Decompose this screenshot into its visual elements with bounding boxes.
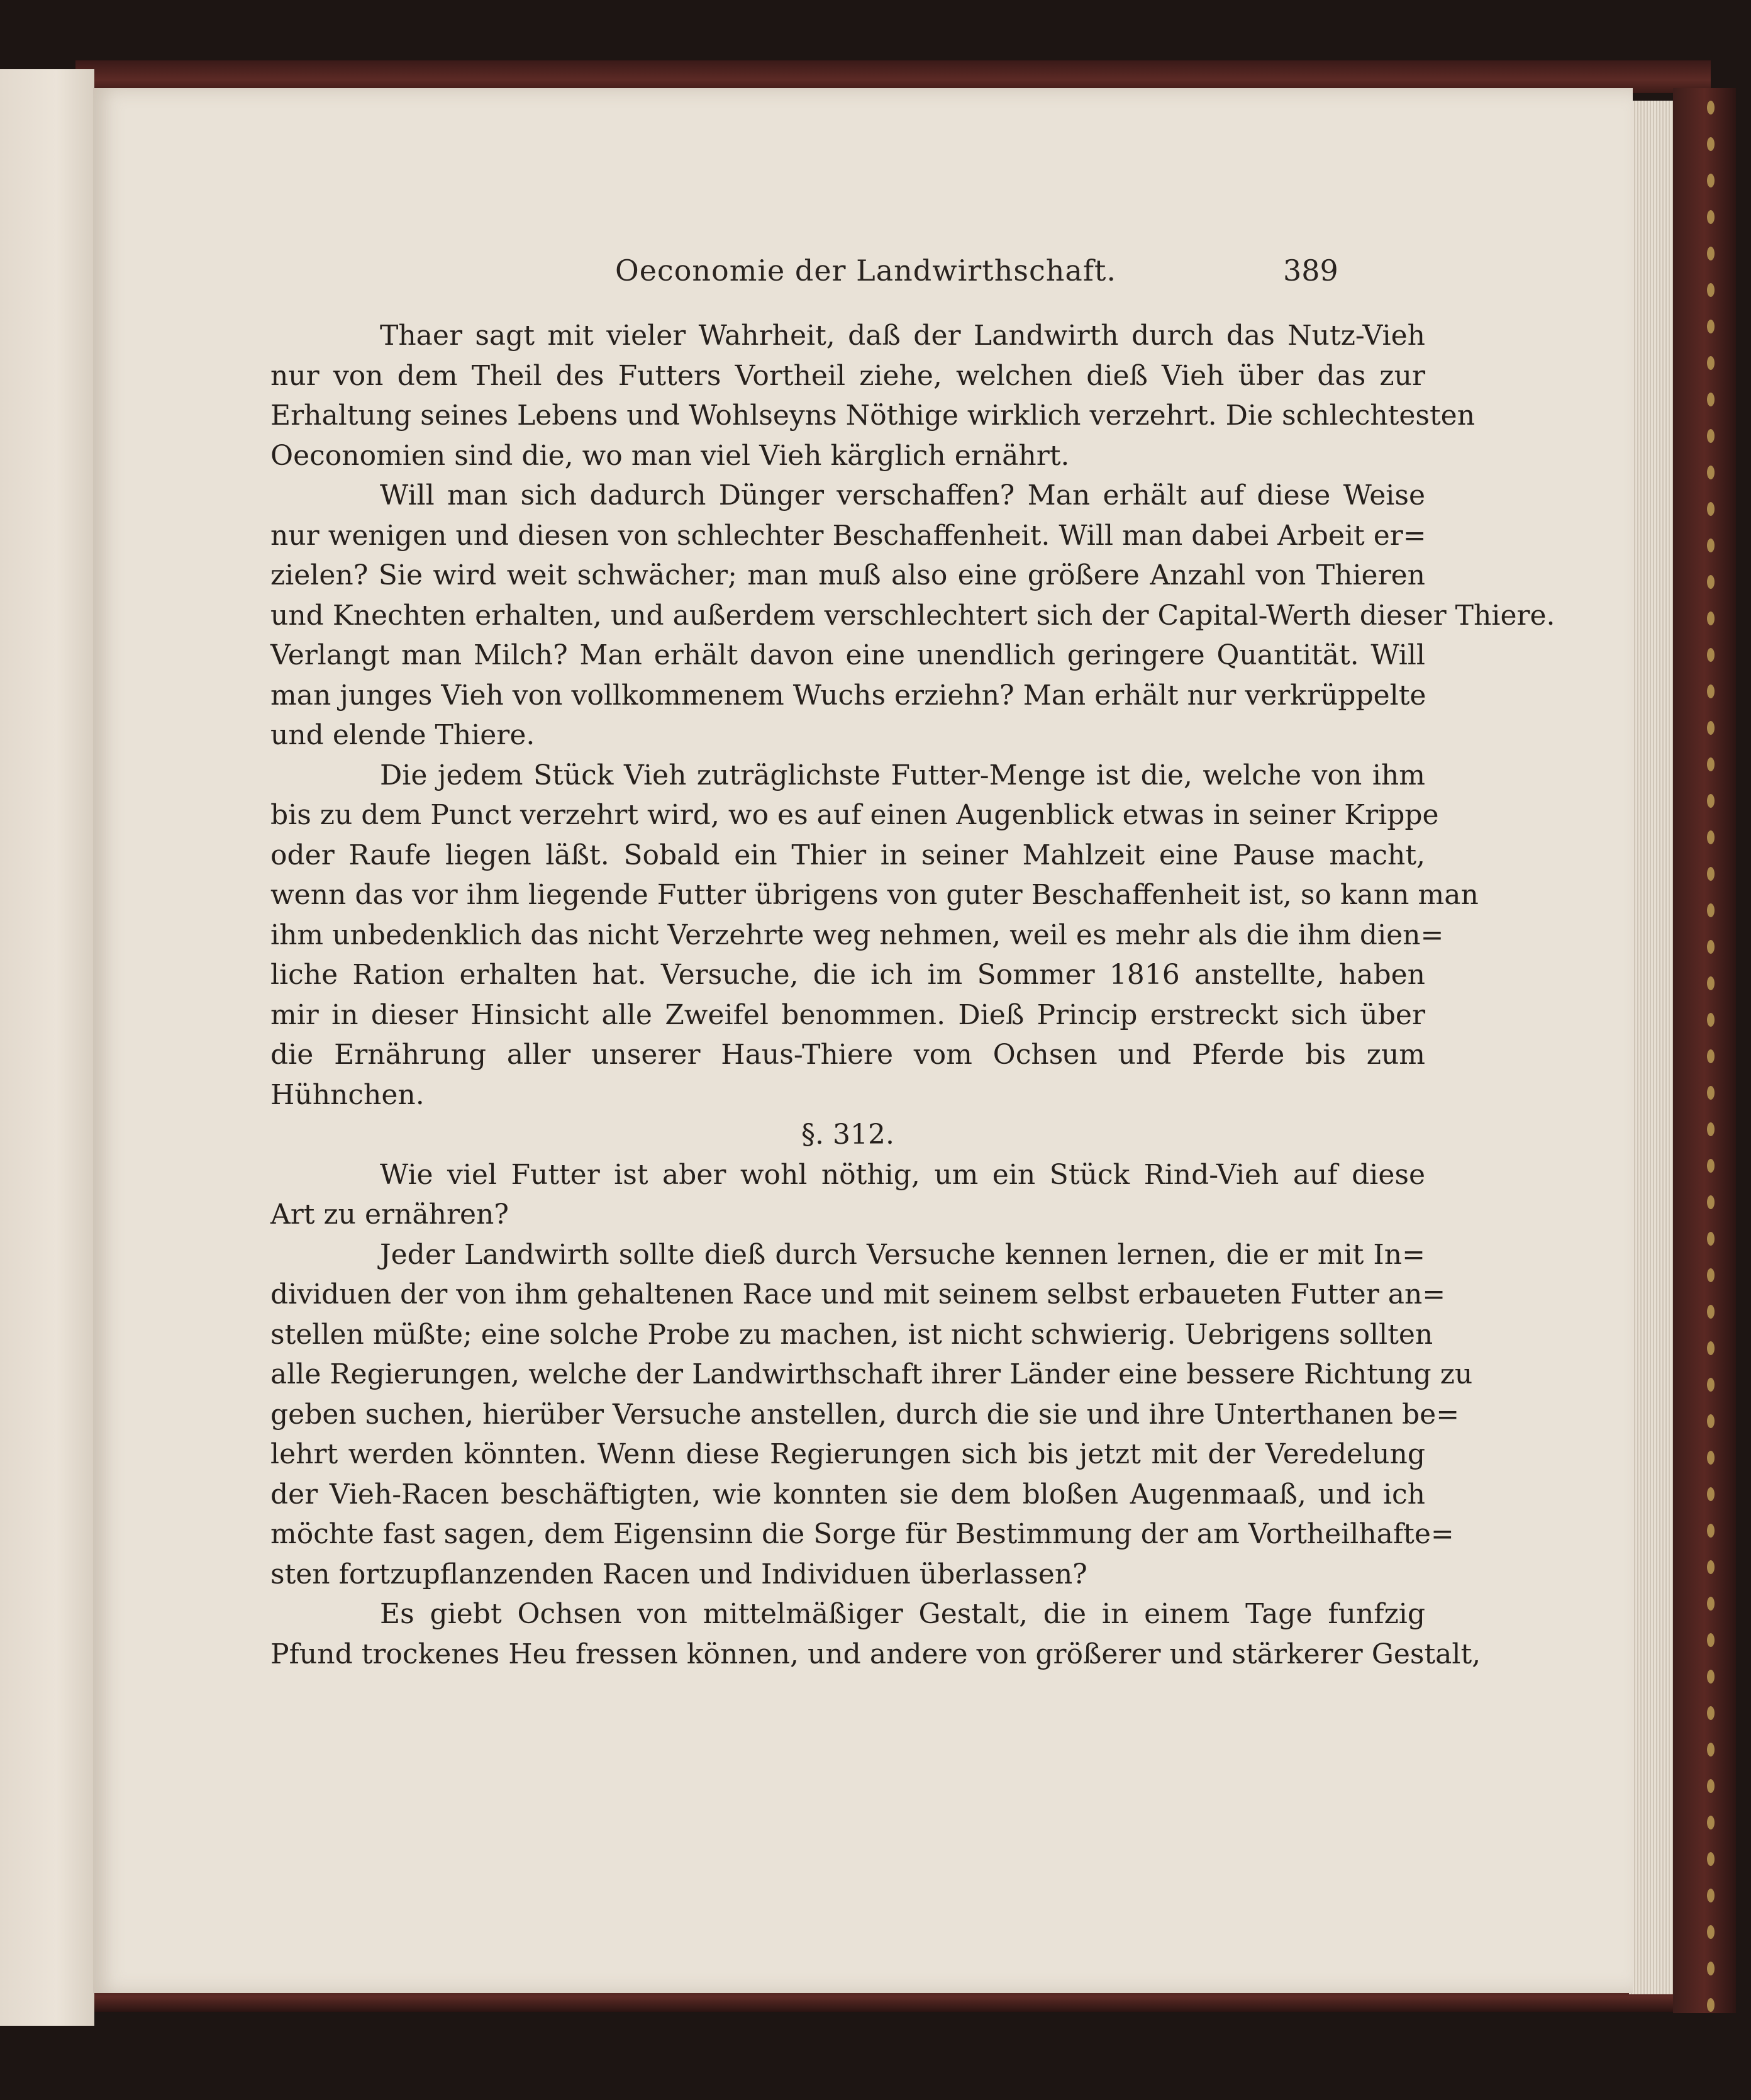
text-line: sten fortzupflanzenden Racen und Individuen überlassen?	[270, 1558, 1087, 1590]
gilt-ornament	[1707, 429, 1715, 443]
gilt-ornament	[1707, 320, 1715, 333]
gilt-ornament	[1707, 247, 1715, 260]
gilt-ornament	[1707, 1268, 1715, 1282]
gilt-ornament	[1707, 283, 1715, 297]
gilt-ornament	[1707, 1633, 1715, 1647]
text-line: zielen? Sie wird weit schwächer; man muß also eine größere Anzahl von Thieren	[270, 559, 1425, 591]
gilt-ornament	[1707, 1706, 1715, 1720]
gilt-ornament	[1707, 1013, 1715, 1027]
gilt-ornament	[1707, 940, 1715, 954]
gilt-ornament	[1707, 1487, 1715, 1501]
section-heading: §. 312.	[801, 1119, 894, 1151]
gilt-ornament	[1707, 1378, 1715, 1392]
gilt-ornament	[1707, 612, 1715, 625]
gilt-ornament	[1707, 1451, 1715, 1465]
text-line: Will man sich dadurch Dünger verschaffen? Man erhält auf diese Weise	[380, 479, 1425, 511]
text-line: oder Raufe liegen läßt. Sobald ein Thier in seiner Mahlzeit eine Pause macht,	[270, 839, 1425, 871]
gilt-ornament	[1707, 1743, 1715, 1757]
text-line: Verlangt man Milch? Man erhält davon eine unendlich geringere Quantität. Will	[270, 639, 1425, 671]
gilt-ornament	[1707, 648, 1715, 662]
text-line: dividuen der von ihm gehaltenen Race und mit seinem selbst erbaueten Futter an=	[270, 1278, 1446, 1310]
cover-spine-edge	[1673, 88, 1736, 2013]
gilt-ornament	[1707, 1816, 1715, 1829]
gilt-ornament	[1707, 1159, 1715, 1173]
text-line: geben suchen, hierüber Versuche anstellen, durch die sie und ihre Unterthanen be=	[270, 1398, 1460, 1431]
gilt-ornament	[1707, 976, 1715, 990]
running-head	[93, 254, 1633, 304]
body-text	[270, 316, 1555, 1674]
text-line: die Ernährung aller unserer Haus-Thiere vom Ochsen und Pferde bis zum	[270, 1039, 1425, 1071]
gilt-ornament	[1707, 721, 1715, 735]
gilt-ornament	[1707, 137, 1715, 151]
text-line: Es giebt Ochsen von mittelmäßiger Gestalt, die in einem Tage funfzig	[380, 1598, 1425, 1630]
text-line: ihm unbedenklich das nicht Verzehrte weg nehmen, weil es mehr als die ihm dien=	[270, 919, 1444, 951]
text-line: Jeder Landwirth sollte dieß durch Versuche kennen lernen, die er mit In=	[380, 1238, 1425, 1271]
gilt-ornament	[1707, 1122, 1715, 1136]
text-line: und elende Thiere.	[270, 719, 535, 751]
text-line: Thaer sagt mit vieler Wahrheit, daß der Landwirth durch das Nutz-Vieh	[380, 320, 1425, 352]
facing-page-edge	[0, 69, 94, 2026]
gilt-ornament	[1707, 210, 1715, 224]
text-line: man junges Vieh von vollkommenem Wuchs erziehn? Man erhält nur verkrüppelte	[270, 679, 1426, 712]
text-line: nur wenigen und diesen von schlechter Beschaffenheit. Will man dabei Arbeit er=	[270, 519, 1426, 552]
gilt-ornament	[1707, 794, 1715, 808]
gilt-ornament	[1707, 1195, 1715, 1209]
text-line: Erhaltung seines Lebens und Wohlseyns Nöthige wirklich verzehrt. Die schlechtesten	[270, 399, 1476, 432]
text-line: mir in dieser Hinsicht alle Zweifel benommen. Dieß Princip erstreckt sich über	[270, 998, 1425, 1031]
text-line: Oeconomien sind die, wo man viel Vieh kärglich ernährt.	[270, 439, 1070, 472]
gilt-ornament	[1707, 1670, 1715, 1684]
gilt-ornament	[1707, 174, 1715, 187]
gilt-ornament	[1707, 1341, 1715, 1355]
text-line: lehrt werden könnten. Wenn diese Regierungen sich bis jetzt mit der Veredelung	[270, 1438, 1425, 1470]
gilt-ornament	[1707, 1560, 1715, 1574]
text-line: wenn das vor ihm liegende Futter übrigens von guter Beschaffenheit ist, so kann man	[270, 879, 1479, 911]
gilt-ornament	[1707, 1232, 1715, 1246]
text-line: liche Ration erhalten hat. Versuche, die ich im Sommer 1816 anstellte, haben	[270, 959, 1425, 991]
gilt-ornament	[1707, 1414, 1715, 1428]
gilt-ornament	[1707, 684, 1715, 698]
gilt-ornament	[1707, 101, 1715, 114]
gilt-ornament	[1707, 1852, 1715, 1866]
gilt-ornament	[1707, 356, 1715, 370]
text-line: nur von dem Theil des Futters Vortheil ziehe, welchen dieß Vieh über das zur	[270, 359, 1425, 392]
gilt-ornament	[1707, 830, 1715, 844]
text-line: Die jedem Stück Vieh zuträglichste Futter-Menge ist die, welche von ihm	[380, 759, 1425, 791]
text-line: alle Regierungen, welche der Landwirthschaft ihrer Länder eine bessere Richtung zu	[270, 1358, 1473, 1390]
gilt-ornament	[1707, 502, 1715, 516]
gilt-ornament	[1707, 466, 1715, 479]
gilt-ornament	[1707, 1998, 1715, 2012]
gilt-ornament	[1707, 1305, 1715, 1319]
text-line: stellen müßte; eine solche Probe zu machen, ist nicht schwierig. Uebrigens sollten	[270, 1318, 1433, 1351]
text-line: bis zu dem Punct verzehrt wird, wo es auf einen Augenblick etwas in seiner Krippe	[270, 799, 1439, 831]
text-line: möchte fast sagen, dem Eigensinn die Sorge für Bestimmung der am Vortheilhafte=	[270, 1518, 1454, 1550]
gilt-ornament	[1707, 1049, 1715, 1063]
text-line: Pfund trockenes Heu fressen können, und andere von größerer und stärkerer Gestalt,	[270, 1638, 1481, 1670]
text-line: Wie viel Futter ist aber wohl nöthig, um ein Stück Rind-Vieh auf diese	[380, 1158, 1425, 1191]
gilt-ornament	[1707, 867, 1715, 881]
gilt-ornament	[1707, 1889, 1715, 1902]
gilt-ornament	[1707, 1524, 1715, 1538]
gilt-ornament	[1707, 1086, 1715, 1100]
page-number: 389	[1283, 254, 1338, 288]
gilt-ornament	[1707, 1925, 1715, 1939]
page-block-edges	[1629, 101, 1673, 1994]
gilt-ornament	[1707, 539, 1715, 552]
text-line: Hühnchen.	[270, 1078, 425, 1111]
gilt-ornament	[1707, 1962, 1715, 1975]
gilt-ornament	[1707, 575, 1715, 589]
gilt-ornament	[1707, 1597, 1715, 1611]
text-line: Art zu ernähren?	[270, 1198, 509, 1231]
text-line: der Vieh-Racen beschäftigten, wie konnten sie dem bloßen Augenmaaß, und ich	[270, 1478, 1425, 1511]
gilt-ornament	[1707, 903, 1715, 917]
text-line: und Knechten erhalten, und außerdem verschlechtert sich der Capital-Werth dieser Thiere.	[270, 599, 1555, 632]
book-page	[93, 88, 1633, 1993]
gilt-ornament	[1707, 757, 1715, 771]
gilt-ornament	[1707, 1779, 1715, 1793]
gilt-ornament	[1707, 393, 1715, 406]
running-title: Oeconomie der Landwirthschaft.	[615, 254, 1116, 288]
